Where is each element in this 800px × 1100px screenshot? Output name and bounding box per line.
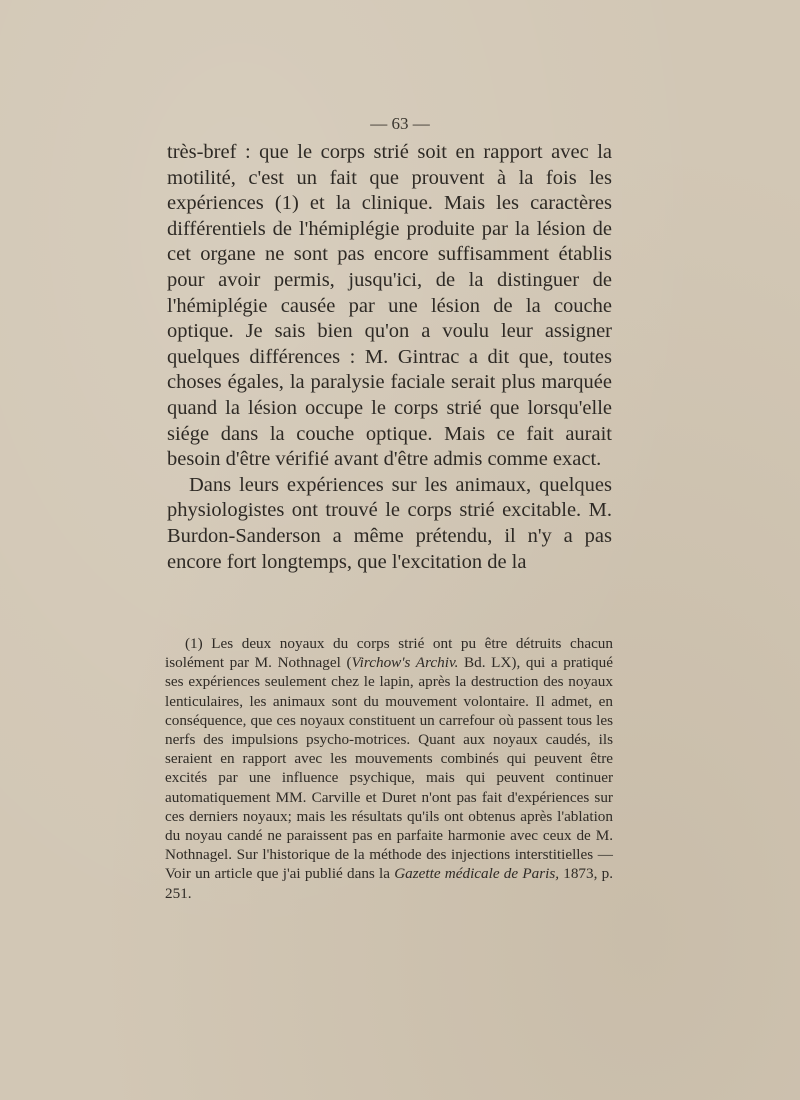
paragraph-1: très-bref : que le corps strié soit en rapport avec la motilité, c'est un fait que prouvent à la fois les expériences (1) et la clinique. Mais les caractères différentiels de l'hémiplégie produite par la lésion de cet organe ne sont pas encore suffisamment établis pour avoir permis, jusqu'ici, de la distinguer de l'hémiplégie causée par une lésion de la couche optique. Je sais bien qu'on a voulu leur assigner quelques différences : M. Gintrac a dit que, toutes choses égales, la paralysie faciale serait plus marquée quand la lésion occupe le corps strié que lorsqu'elle siége dans la couche optique. Mais ce fait aurait besoin d'être vérifié avant d'être admis comme exact. <box>167 141 612 471</box>
body-text <box>167 140 612 575</box>
footnote-citation-journal-2: Gazette médicale de Paris, <box>394 865 560 883</box>
footnote-text-part-2: Bd. LX), qui a pratiqué ses expériences seulement chez le lapin, après la destruction des noyaux lenticulaires, les animaux sont du mouvement volontaire. Il admet, en conséquence, que ces noyaux constituent un carrefour où passent tous les nerfs des impulsions psycho-motrices. Quant aux noyaux caudés, ils seraient en rapport avec les mouvements combinés qui peuvent être excités par une influence psychique, mais qui peuvent continuer automatiquement MM. Carville et Duret n'ont pas fait d'expériences sur ces derniers noyaux; mais les résultats qu'ils ont obtenus après l'ablation du noyau candé ne paraissent pas en parfaite harmonie avec ceux de M. Nothnagel. Sur l'historique de la méthode des injections interstitielles — Voir un article que j'ai publié dans la <box>165 654 613 883</box>
footnote <box>165 634 613 903</box>
footnote-citation-journal-1: Virchow's Archiv. <box>351 654 459 672</box>
footnote-1 <box>165 634 613 903</box>
page-number: — 63 — <box>370 114 430 133</box>
paragraph-2: Dans leurs expériences sur les animaux, quelques physiologistes ont trouvé le corps strié excitable. M. Burdon-Sanderson a même prétendu, il n'y a pas encore fort longtemps, que l'excitation de la <box>167 473 612 573</box>
footnote-text-part-1: (1) Les deux noyaux du corps strié ont pu être détruits chacun isolément par M. Nothnagel ( <box>165 635 613 672</box>
footnote-text-part-3: 1873, p. 251. <box>165 865 613 902</box>
